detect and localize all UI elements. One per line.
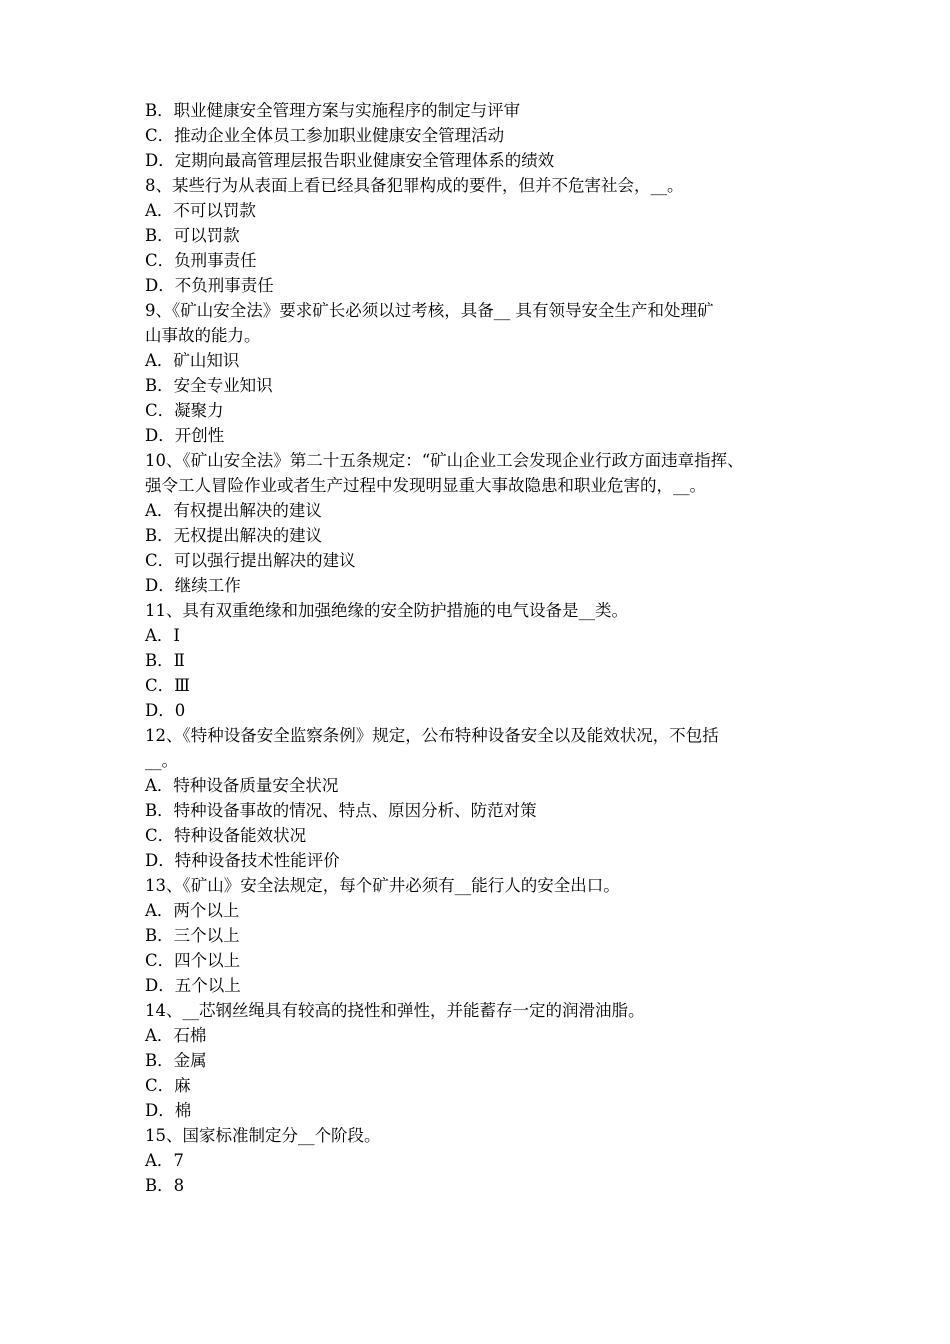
option-line: D．0 xyxy=(145,701,186,720)
option-line: C．麻 xyxy=(145,1076,191,1095)
option-line: B．三个以上 xyxy=(145,926,240,945)
option-line: D．开创性 xyxy=(145,426,225,445)
option-line: D．棉 xyxy=(145,1101,192,1120)
option-line: B．安全专业知识 xyxy=(145,376,273,395)
option-line: B．金属 xyxy=(145,1051,207,1070)
option-line: A．有权提出解决的建议 xyxy=(145,501,322,520)
option-line: D．继续工作 xyxy=(145,576,241,595)
document-page xyxy=(145,98,810,1198)
option-line: C．推动企业全体员工参加职业健康安全管理活动 xyxy=(145,126,505,145)
question-line: 11、具有双重绝缘和加强绝缘的安全防护措施的电气设备是__类。 xyxy=(145,601,628,620)
option-line: C．Ⅲ xyxy=(145,676,191,695)
question-line: 8、某些行为从表面上看已经具备犯罪构成的要件，但并不危害社会，__。 xyxy=(145,176,684,195)
question-line: 15、国家标准制定分__个阶段。 xyxy=(145,1126,381,1145)
option-line: D．定期向最高管理层报告职业健康安全管理体系的绩效 xyxy=(145,151,555,170)
option-line: B．无权提出解决的建议 xyxy=(145,526,323,545)
option-line: A．Ⅰ xyxy=(145,626,180,645)
question-line: __。 xyxy=(145,751,178,770)
option-line: A．不可以罚款 xyxy=(145,201,256,220)
question-line: 10、《矿山安全法》第二十五条规定：“矿山企业工会发现企业行政方面违章指挥、 xyxy=(145,451,744,470)
option-line: B．特种设备事故的情况、特点、原因分析、防范对策 xyxy=(145,801,537,820)
option-line: B．8 xyxy=(145,1176,185,1195)
option-line: D．不负刑事责任 xyxy=(145,276,274,295)
question-line: 9、《矿山安全法》要求矿长必须以过考核，具备__ 具有领导安全生产和处理矿 xyxy=(145,301,714,320)
option-line: A．矿山知识 xyxy=(145,351,240,370)
option-line: A．7 xyxy=(145,1151,184,1170)
option-line: D．五个以上 xyxy=(145,976,241,995)
question-line: 14、__芯钢丝绳具有较高的挠性和弹性，并能蓄存一定的润滑油脂。 xyxy=(145,1001,645,1020)
option-line: C．负刑事责任 xyxy=(145,251,257,270)
question-line: 12、《特种设备安全监察条例》规定，公布特种设备安全以及能效状况，不包括 xyxy=(145,726,719,745)
option-line: A．两个以上 xyxy=(145,901,240,920)
question-line: 强令工人冒险作业或者生产过程中发现明显重大事故隐患和职业危害的，__。 xyxy=(145,476,706,495)
option-line: D．特种设备技术性能评价 xyxy=(145,851,340,870)
option-line: C．可以强行提出解决的建议 xyxy=(145,551,356,570)
option-line: A．特种设备质量安全状况 xyxy=(145,776,339,795)
question-line: 13、《矿山》安全法规定，每个矿井必须有__能行人的安全出口。 xyxy=(145,876,620,895)
option-line: B．Ⅱ xyxy=(145,651,185,670)
option-line: C．特种设备能效状况 xyxy=(145,826,307,845)
option-line: C．凝聚力 xyxy=(145,401,224,420)
question-line: 山事故的能力。 xyxy=(145,326,261,345)
option-line: C．四个以上 xyxy=(145,951,241,970)
option-line: B．职业健康安全管理方案与实施程序的制定与评审 xyxy=(145,101,521,120)
option-line: A．石棉 xyxy=(145,1026,207,1045)
option-line: B．可以罚款 xyxy=(145,226,240,245)
